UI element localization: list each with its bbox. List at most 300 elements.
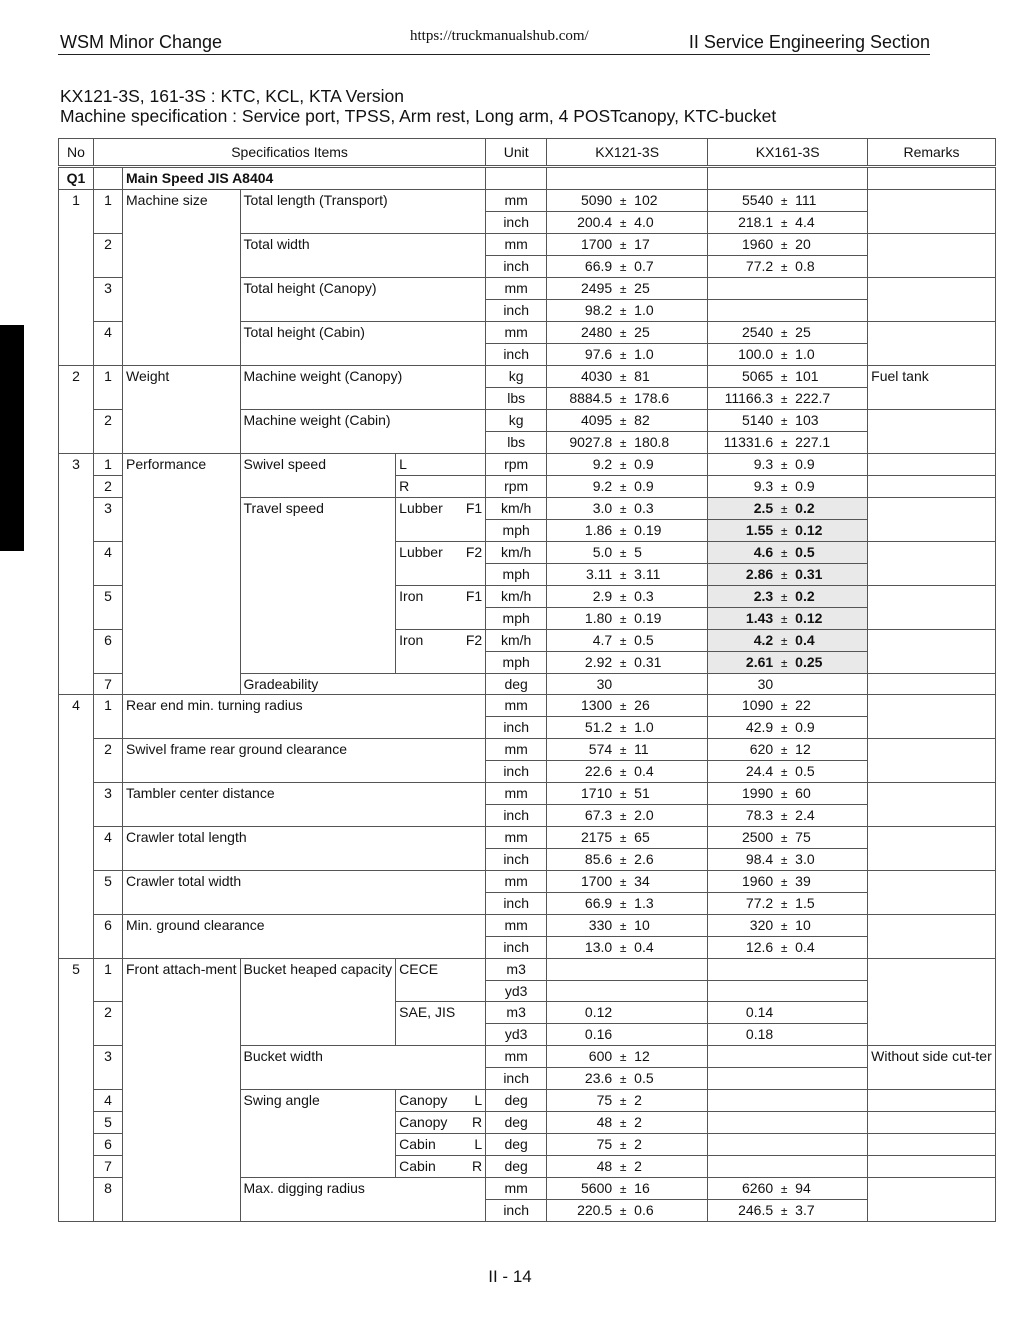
- value-tolerance: 2.6: [634, 851, 654, 868]
- value-tolerance: 22: [795, 697, 811, 714]
- value-tolerance: 10: [634, 917, 650, 934]
- cell-subitem: [396, 541, 486, 585]
- table-row: [59, 695, 996, 717]
- cell-value-a: [547, 1045, 708, 1067]
- plus-minus-sign: ±: [780, 1203, 788, 1218]
- value-number: 0.16: [584, 1025, 613, 1042]
- plus-minus-sign: ±: [619, 787, 627, 802]
- value-tolerance: 12: [634, 1047, 650, 1064]
- cell-unit: mph: [486, 607, 547, 629]
- value-number: 51.2: [584, 719, 613, 736]
- cell-value-a: [547, 365, 708, 387]
- value-number: 5600: [581, 1179, 613, 1196]
- cell-unit: km/h: [486, 497, 547, 519]
- side-tab-marker: [0, 325, 24, 551]
- document-title: KX121-3S, 161-3S : KTC, KCL, KTA Version: [60, 86, 405, 106]
- plus-minus-sign: ±: [619, 413, 627, 428]
- value-tolerance: 3.7: [795, 1201, 815, 1218]
- plus-minus-sign: ±: [619, 1159, 627, 1174]
- value-tolerance: 0.9: [795, 455, 815, 472]
- cell-seq: 5: [94, 1111, 123, 1133]
- cell-value-a: [547, 739, 708, 761]
- value-tolerance: 39: [795, 873, 811, 890]
- cell-remarks: [868, 409, 996, 453]
- plus-minus-sign: ±: [780, 479, 788, 494]
- cell-item: Total width: [240, 233, 486, 277]
- cell-remarks: [868, 827, 996, 871]
- cell-value-a: [547, 453, 708, 475]
- cell-value-a: [547, 409, 708, 431]
- table-row: [59, 167, 996, 190]
- value-number: 1960: [742, 235, 774, 252]
- cell-empty: [547, 167, 708, 190]
- value-tolerance: 16: [634, 1179, 650, 1196]
- plus-minus-sign: ±: [780, 765, 788, 780]
- value-tolerance: 0.2: [795, 587, 815, 604]
- cell-seq: 2: [94, 475, 123, 497]
- value-tolerance: 2: [634, 1091, 642, 1108]
- value-number: 22.6: [584, 763, 613, 780]
- cell-unit: km/h: [486, 629, 547, 651]
- cell-value-a: [547, 695, 708, 717]
- cell-unit: inch: [486, 805, 547, 827]
- cell-value-a: [547, 849, 708, 871]
- value-tolerance: 0.9: [634, 477, 654, 494]
- cell-remarks: [868, 1177, 996, 1221]
- cell-remarks: [868, 321, 996, 365]
- plus-minus-sign: ±: [619, 1071, 627, 1086]
- cell-unit: mm: [486, 783, 547, 805]
- header-items: Specificatios Items: [94, 139, 486, 167]
- header-unit: Unit: [486, 139, 547, 167]
- cell-seq: 6: [94, 1133, 123, 1155]
- cell-value-b: [708, 563, 868, 585]
- plus-minus-sign: ±: [619, 545, 627, 560]
- plus-minus-sign: ±: [780, 501, 788, 516]
- value-tolerance: 2.0: [634, 807, 654, 824]
- value-tolerance: 75: [795, 829, 811, 846]
- plus-minus-sign: ±: [619, 457, 627, 472]
- value-tolerance: 11: [634, 741, 649, 758]
- value-tolerance: 1.0: [634, 719, 654, 736]
- value-number: 246.5: [738, 1201, 774, 1218]
- value-tolerance: 60: [795, 785, 811, 802]
- cell-value-b: [708, 1177, 868, 1199]
- plus-minus-sign: ±: [619, 215, 627, 230]
- value-number: 2480: [581, 323, 613, 340]
- value-number: 75: [596, 1135, 613, 1152]
- value-number: 4030: [581, 367, 613, 384]
- cell-section-title: Main Speed JIS A8404: [123, 167, 486, 190]
- value-number: 42.9: [745, 719, 774, 736]
- cell-remarks: [868, 189, 996, 233]
- table-row: [59, 959, 996, 981]
- plus-minus-sign: ±: [780, 215, 788, 230]
- cell-unit: inch: [486, 937, 547, 959]
- cell-seq: 3: [94, 277, 123, 321]
- cell-value-a: [547, 673, 708, 695]
- value-number: 620: [749, 741, 774, 758]
- value-number: 3.11: [585, 565, 613, 582]
- cell-value-b: [708, 1199, 868, 1221]
- cell-value-b: [708, 915, 868, 937]
- value-number: 574: [588, 741, 613, 758]
- cell-value-a: [547, 277, 708, 299]
- value-tolerance: 1.3: [634, 895, 654, 912]
- table-row: [59, 871, 996, 893]
- cell-unit: deg: [486, 673, 547, 695]
- cell-value-b: [708, 321, 868, 343]
- value-number: 9.3: [753, 477, 774, 494]
- value-tolerance: 0.7: [634, 257, 654, 274]
- cell-remarks: [868, 497, 996, 541]
- plus-minus-sign: ±: [619, 259, 627, 274]
- plus-minus-sign: ±: [619, 523, 627, 538]
- subitem-cabin: Cabin: [399, 1157, 436, 1174]
- cell-remarks: [868, 233, 996, 277]
- cell-seq: 6: [94, 915, 123, 959]
- cell-remarks: [868, 695, 996, 739]
- cell-value-a: [547, 321, 708, 343]
- cell-value-b: [708, 827, 868, 849]
- value-tolerance: 82: [634, 411, 650, 428]
- plus-minus-sign: ±: [619, 391, 627, 406]
- cell-unit: mm: [486, 695, 547, 717]
- subitem-side: L: [474, 1135, 483, 1152]
- document-subtitle: Machine specification : Service port, TPSS, Arm rest, Long arm, 4 POSTcanopy, KTC-bucket: [60, 106, 777, 126]
- value-number: 23.6: [584, 1069, 613, 1086]
- value-number: 77.2: [745, 895, 774, 912]
- cell-seq: 3: [94, 1045, 123, 1089]
- plus-minus-sign: ±: [619, 743, 627, 758]
- cell-remarks: [868, 475, 996, 497]
- value-tolerance: 3.11: [634, 565, 661, 582]
- plus-minus-sign: ±: [780, 457, 788, 472]
- value-tolerance: 0.4: [634, 939, 654, 956]
- cell-value-a: [547, 871, 708, 893]
- cell-value-a: [547, 519, 708, 541]
- cell-remarks: [868, 585, 996, 629]
- value-tolerance: 94: [795, 1179, 811, 1196]
- plus-minus-sign: ±: [780, 259, 788, 274]
- plus-minus-sign: ±: [619, 809, 627, 824]
- cell-value-a: [547, 475, 708, 497]
- plus-minus-sign: ±: [780, 875, 788, 890]
- value-tolerance: 51: [634, 785, 650, 802]
- subitem-side: R: [472, 1113, 483, 1130]
- subitem-gear: F1: [465, 587, 483, 604]
- cell-value-b: [708, 607, 868, 629]
- value-tolerance: 0.9: [795, 719, 815, 736]
- cell-unit: mm: [486, 915, 547, 937]
- header-url[interactable]: https://truckmanualshub.com/: [410, 28, 589, 44]
- value-tolerance: 25: [795, 323, 811, 340]
- cell-group-no: 5: [59, 959, 94, 1221]
- value-number: 12.6: [745, 939, 774, 956]
- value-number: 2540: [742, 323, 774, 340]
- cell-value-a: [547, 255, 708, 277]
- plus-minus-sign: ±: [619, 501, 627, 516]
- cell-unit: mm: [486, 321, 547, 343]
- cell-item: Min. ground clearance: [123, 915, 486, 959]
- cell-remarks: [868, 541, 996, 585]
- plus-minus-sign: ±: [619, 303, 627, 318]
- cell-value-a: [547, 563, 708, 585]
- value-number: 1.80: [584, 609, 613, 626]
- cell-value-a: [547, 299, 708, 321]
- cell-group-no: 4: [59, 695, 94, 959]
- value-tolerance: 1.0: [634, 345, 654, 362]
- cell-unit: inch: [486, 849, 547, 871]
- cell-seq: 6: [94, 629, 123, 673]
- subitem-iron: Iron: [399, 631, 424, 648]
- value-tolerance: 0.5: [634, 631, 654, 648]
- value-tolerance: 0.12: [795, 521, 823, 538]
- cell-remarks: [868, 629, 996, 673]
- table-row: [59, 739, 996, 761]
- value-number: 1090: [742, 697, 774, 714]
- cell-seq: 2: [94, 1002, 123, 1045]
- cell-value-b: [708, 717, 868, 739]
- cell-item: Total length (Transport): [240, 189, 486, 233]
- cell-unit: inch: [486, 893, 547, 915]
- cell-unit: m3: [486, 1002, 547, 1024]
- cell-seq: 2: [94, 409, 123, 453]
- value-tolerance: 1.0: [795, 345, 815, 362]
- cell-value-b: [708, 1133, 868, 1155]
- cell-value-a: [547, 497, 708, 519]
- cell-value-a: [547, 1199, 708, 1221]
- cell-unit: inch: [486, 761, 547, 783]
- cell-value-a: [547, 783, 708, 805]
- cell-value-a: [547, 937, 708, 959]
- cell-group-label: Performance: [123, 453, 241, 695]
- cell-subitem: R: [396, 475, 486, 497]
- cell-unit: inch: [486, 299, 547, 321]
- plus-minus-sign: ±: [619, 479, 627, 494]
- value-number: 13.0: [584, 939, 613, 956]
- cell-value-b: [708, 585, 868, 607]
- cell-subitem: [396, 585, 486, 629]
- value-number: 0.12: [584, 1004, 613, 1021]
- cell-value-b: [708, 255, 868, 277]
- subitem-side: R: [472, 1157, 483, 1174]
- cell-remarks: [868, 871, 996, 915]
- plus-minus-sign: ±: [619, 325, 627, 340]
- plus-minus-sign: ±: [619, 1203, 627, 1218]
- cell-value-b: [708, 695, 868, 717]
- value-tolerance: 111: [795, 191, 817, 208]
- value-number: 600: [588, 1047, 613, 1064]
- cell-empty: [708, 167, 868, 190]
- value-tolerance: 0.5: [795, 543, 815, 560]
- cell-seq: 3: [94, 783, 123, 827]
- cell-value-a: [547, 629, 708, 651]
- cell-seq: 2: [94, 233, 123, 277]
- plus-minus-sign: ±: [619, 237, 627, 252]
- cell-seq: 5: [94, 585, 123, 629]
- value-tolerance: 0.5: [634, 1069, 654, 1086]
- cell-unit: km/h: [486, 541, 547, 563]
- value-tolerance: 0.4: [795, 631, 815, 648]
- cell-seq: 1: [94, 453, 123, 475]
- cell-value-a: [547, 387, 708, 409]
- cell-value-b: [708, 365, 868, 387]
- cell-item: Swing angle: [240, 1089, 396, 1177]
- value-number: 66.9: [584, 895, 613, 912]
- cell-no: Q1: [59, 167, 94, 190]
- cell-value-a: [547, 607, 708, 629]
- plus-minus-sign: ±: [780, 369, 788, 384]
- cell-unit: rpm: [486, 453, 547, 475]
- value-tolerance: 3.0: [795, 851, 815, 868]
- plus-minus-sign: ±: [619, 589, 627, 604]
- subitem-iron: Iron: [399, 587, 424, 604]
- value-number: 0.18: [745, 1025, 774, 1042]
- value-number: 8884.5: [569, 389, 613, 406]
- cell-value-b: [708, 387, 868, 409]
- value-number: 5140: [742, 411, 774, 428]
- cell-subitem: [396, 1155, 486, 1177]
- cell-value-b: [708, 629, 868, 651]
- cell-item: Travel speed: [240, 497, 396, 673]
- plus-minus-sign: ±: [780, 853, 788, 868]
- plus-minus-sign: ±: [619, 567, 627, 582]
- cell-seq: 1: [94, 365, 123, 409]
- plus-minus-sign: ±: [780, 237, 788, 252]
- value-tolerance: 20: [795, 235, 811, 252]
- value-number: 1960: [742, 873, 774, 890]
- value-tolerance: 2: [634, 1157, 642, 1174]
- plus-minus-sign: ±: [619, 1093, 627, 1108]
- cell-seq: 1: [94, 959, 123, 1002]
- value-number: 200.4: [577, 213, 613, 230]
- cell-seq: 4: [94, 1089, 123, 1111]
- table-row: [59, 365, 996, 387]
- cell-value-a: [547, 211, 708, 233]
- plus-minus-sign: ±: [780, 831, 788, 846]
- cell-remarks: [868, 959, 996, 1045]
- cell-value-b: [708, 211, 868, 233]
- cell-value-b: [708, 783, 868, 805]
- value-number: 4095: [581, 411, 613, 428]
- cell-unit: mm: [486, 827, 547, 849]
- value-number: 5.0: [592, 543, 613, 560]
- cell-value-b: [708, 651, 868, 673]
- cell-unit: mm: [486, 1177, 547, 1199]
- cell-value-a: [547, 915, 708, 937]
- cell-value-b: [708, 497, 868, 519]
- cell-subitem: L: [396, 453, 486, 475]
- value-number: 2.9: [592, 587, 613, 604]
- value-tolerance: 0.8: [795, 257, 815, 274]
- value-number: 5065: [742, 367, 774, 384]
- cell-value-b: [708, 980, 868, 1002]
- value-tolerance: 0.31: [795, 565, 823, 582]
- value-number: 2.3: [753, 587, 774, 604]
- cell-remarks: [868, 1155, 996, 1177]
- cell-unit: kg: [486, 409, 547, 431]
- plus-minus-sign: ±: [619, 831, 627, 846]
- plus-minus-sign: ±: [780, 523, 788, 538]
- cell-value-a: [547, 1155, 708, 1177]
- value-number: 2500: [742, 829, 774, 846]
- cell-unit: mm: [486, 871, 547, 893]
- cell-value-b: [708, 1002, 868, 1024]
- value-tolerance: 12: [795, 741, 811, 758]
- value-number: 5540: [742, 191, 774, 208]
- value-tolerance: 0.4: [634, 763, 654, 780]
- cell-item: Crawler total length: [123, 827, 486, 871]
- cell-item: Machine weight (Cabin): [240, 409, 486, 453]
- value-number: 4.2: [753, 631, 774, 648]
- cell-remarks: [868, 277, 996, 321]
- cell-unit: m3: [486, 959, 547, 981]
- cell-value-b: [708, 937, 868, 959]
- value-number: 4.6: [753, 543, 774, 560]
- cell-unit: inch: [486, 717, 547, 739]
- value-tolerance: 180.8: [634, 433, 670, 450]
- cell-remarks: [868, 1089, 996, 1111]
- value-number: 2.86: [745, 565, 774, 582]
- cell-value-b: [708, 761, 868, 783]
- cell-remarks: [868, 1133, 996, 1155]
- plus-minus-sign: ±: [619, 699, 627, 714]
- cell-value-b: [708, 1045, 868, 1067]
- cell-seq: 1: [94, 189, 123, 233]
- cell-value-a: [547, 1177, 708, 1199]
- cell-seq: 4: [94, 541, 123, 585]
- cell-value-b: [708, 673, 868, 695]
- cell-value-b: [708, 343, 868, 365]
- plus-minus-sign: ±: [780, 435, 788, 450]
- cell-value-a: [547, 233, 708, 255]
- value-number: 78.3: [745, 807, 774, 824]
- cell-unit: mph: [486, 519, 547, 541]
- plus-minus-sign: ±: [780, 787, 788, 802]
- cell-unit: mm: [486, 189, 547, 211]
- cell-unit: mm: [486, 739, 547, 761]
- cell-unit: deg: [486, 1089, 547, 1111]
- cell-value-a: [547, 1067, 708, 1089]
- value-number: 24.4: [745, 763, 774, 780]
- value-tolerance: 0.6: [634, 1201, 654, 1218]
- cell-value-a: [547, 431, 708, 453]
- cell-value-a: [547, 189, 708, 211]
- value-number: 4.7: [592, 631, 613, 648]
- cell-value-a: [547, 651, 708, 673]
- value-number: 11331.6: [723, 433, 774, 450]
- value-tolerance: 1.5: [795, 895, 815, 912]
- value-number: 6260: [742, 1179, 774, 1196]
- value-number: 1300: [581, 697, 613, 714]
- value-tolerance: 178.6: [634, 389, 670, 406]
- plus-minus-sign: ±: [780, 611, 788, 626]
- value-tolerance: 103: [795, 411, 819, 428]
- plus-minus-sign: ±: [619, 435, 627, 450]
- cell-value-a: [547, 1133, 708, 1155]
- cell-subitem: [396, 497, 486, 541]
- cell-subitem: [396, 629, 486, 673]
- plus-minus-sign: ±: [619, 1049, 627, 1064]
- plus-minus-sign: ±: [619, 1115, 627, 1130]
- cell-value-b: [708, 1067, 868, 1089]
- cell-value-a: [547, 1002, 708, 1024]
- cell-subitem: CECE: [396, 959, 486, 1002]
- cell-subitem: [396, 1111, 486, 1133]
- cell-value-a: [547, 959, 708, 981]
- cell-unit: yd3: [486, 1023, 547, 1045]
